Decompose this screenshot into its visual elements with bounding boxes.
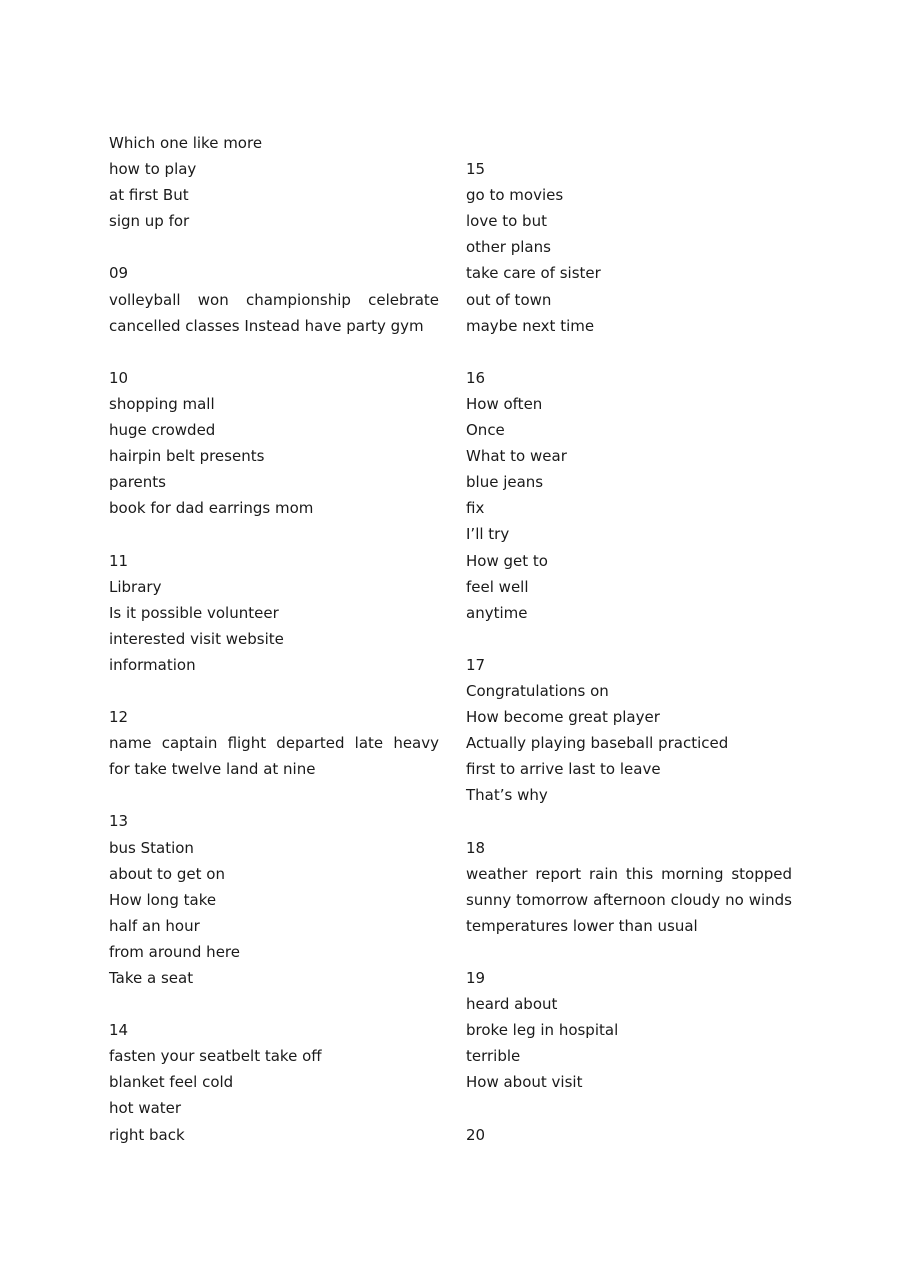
left-text-line: Which one like more: [109, 134, 263, 152]
left-text-line: Is it possible volunteer: [109, 603, 279, 622]
left-text-line: Library: [109, 577, 162, 596]
right-text-line: anytime: [466, 603, 528, 622]
right-item-number: 18: [466, 838, 486, 857]
left-text-line: Take a seat: [109, 969, 194, 987]
right-text-line: first to arrive last to leave: [466, 760, 661, 779]
right-blank-line: [466, 626, 792, 652]
left-text-line: fasten your seatbelt take off: [109, 1047, 322, 1066]
right-item-number: 15: [466, 160, 486, 179]
right-text-line: terrible: [466, 1047, 521, 1066]
left-blank-line: [109, 234, 439, 260]
right-text-line: go to movies: [466, 186, 564, 205]
left-text-line: hairpin belt presents: [109, 447, 265, 466]
right-blank-line: [466, 808, 792, 834]
left-text-line: sign up for: [109, 212, 190, 231]
right-item-number: 20: [466, 1125, 486, 1144]
right-item-number: 19: [466, 969, 486, 987]
right-text-line: broke leg in hospital: [466, 1021, 619, 1040]
right-column: [466, 130, 792, 1148]
left-blank-line: [109, 991, 439, 1017]
right-text-line: sunny tomorrow afternoon cloudy no winds: [466, 890, 792, 909]
left-item-number: 10: [109, 368, 129, 387]
right-text-line: I’ll try: [466, 525, 510, 544]
right-text-line: other plans: [466, 238, 551, 257]
right-text-line: out of town: [466, 290, 552, 309]
left-blank-line: [109, 521, 439, 547]
left-item-number: 13: [109, 812, 129, 831]
left-blank-line: [109, 678, 439, 704]
right-text-line: heard about: [466, 995, 558, 1014]
left-text-line: How long take: [109, 890, 217, 909]
right-text-line: take care of sister: [466, 264, 601, 283]
right-text-line: What to wear: [466, 447, 567, 466]
left-column: [109, 130, 439, 1148]
left-item-number: 14: [109, 1021, 129, 1040]
right-text-line: love to but: [466, 212, 547, 231]
right-text-line: weather report rain this morning stopped: [466, 864, 792, 883]
left-text-line: interested visit website: [109, 629, 284, 648]
left-text-line: parents: [109, 473, 166, 492]
right-text-line: maybe next time: [466, 316, 595, 335]
right-text-line: How about visit: [466, 1073, 583, 1092]
left-text-line: volleyball won championship celebrate: [109, 290, 439, 309]
left-text-line: huge crowded: [109, 421, 216, 440]
right-text-line: How get to: [466, 551, 548, 570]
left-text-line: book for dad earrings mom: [109, 499, 314, 518]
right-text-line: temperatures lower than usual: [466, 916, 698, 935]
left-text-line: hot water: [109, 1099, 182, 1118]
left-text-line: blanket feel cold: [109, 1073, 234, 1092]
left-item-number: 11: [109, 551, 129, 570]
right-text-line: feel well: [466, 577, 529, 596]
right-text-line: Congratulations on: [466, 681, 609, 700]
left-text-line: how to play: [109, 160, 197, 179]
left-text-line: half an hour: [109, 916, 200, 935]
right-text-line: Once: [466, 421, 505, 440]
right-item-number: 17: [466, 655, 486, 674]
left-text-line: bus Station: [109, 838, 194, 857]
right-text-line: That’s why: [466, 786, 548, 805]
left-text-line: shopping mall: [109, 394, 215, 413]
left-text-line: about to get on: [109, 864, 225, 883]
right-text-line: blue jeans: [466, 473, 544, 492]
right-item-number: 16: [466, 368, 486, 387]
right-text-line: How often: [466, 394, 543, 413]
left-text-line: name captain flight departed late heavy: [109, 734, 439, 753]
right-blank-line: [466, 1095, 792, 1121]
left-text-line: for take twelve land at nine: [109, 760, 316, 779]
right-blank-line: [466, 939, 792, 965]
left-blank-line: [109, 782, 439, 808]
left-text-line: at first But: [109, 186, 189, 205]
left-item-number: 12: [109, 708, 129, 727]
left-text-line: from around here: [109, 942, 240, 961]
left-text-line: cancelled classes Instead have party gym: [109, 316, 424, 335]
right-text-line: Actually playing baseball practiced: [466, 734, 729, 753]
left-blank-line: [109, 339, 439, 365]
left-text-line: information: [109, 655, 196, 674]
right-blank-line: [466, 130, 792, 156]
left-text-line: right back: [109, 1125, 185, 1144]
right-blank-line: [466, 339, 792, 365]
right-text-line: fix: [466, 499, 485, 518]
right-text-line: How become great player: [466, 708, 660, 727]
left-item-number: 09: [109, 264, 129, 283]
